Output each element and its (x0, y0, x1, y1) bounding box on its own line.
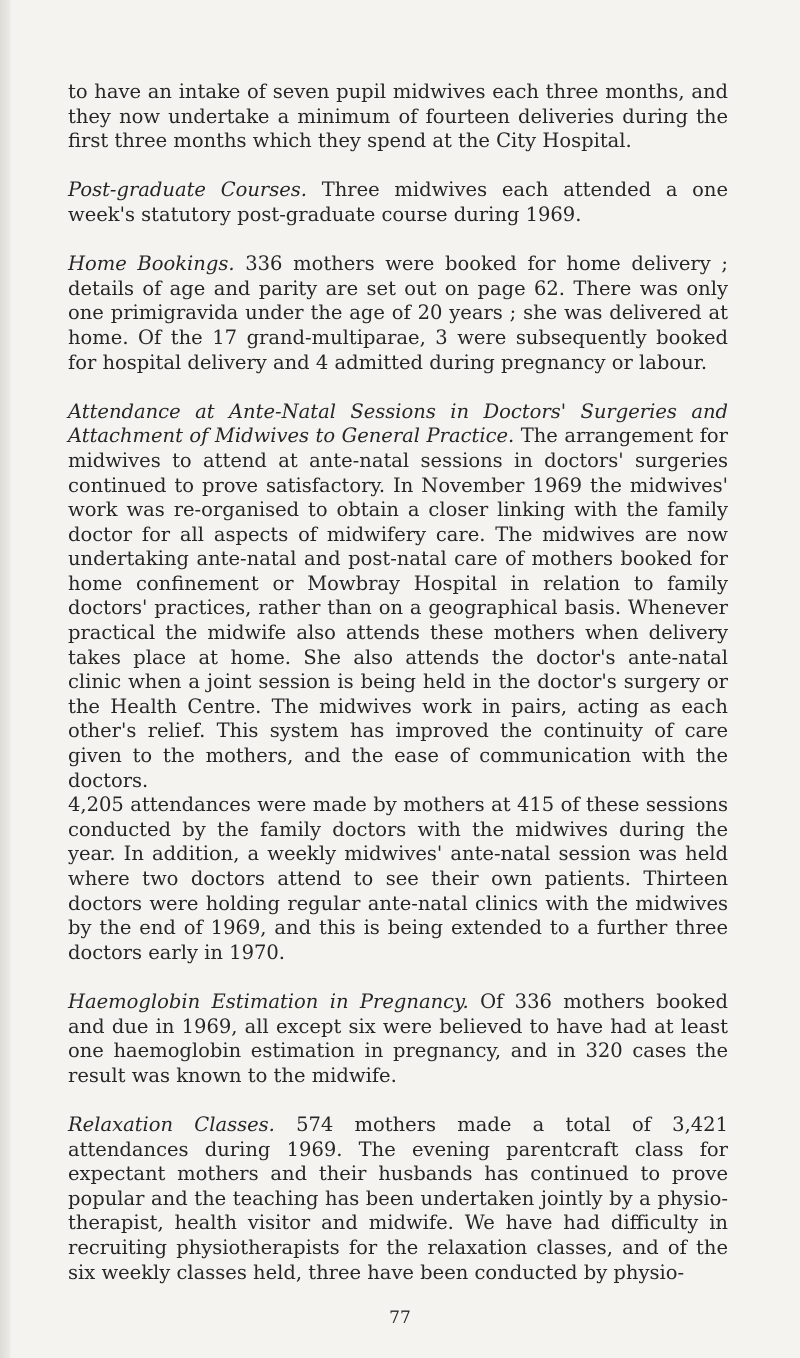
paragraph-text: The arrangement for midwives to attend at ante-natal sessions in doctors' surgeries continued to prove satisfactory. In November 1969 the midwives' work was re-organised to obtain a closer linking with the family doctor for all aspects of midwifery care. The midwives are now undertaking ante-natal and post-natal care of mothers booked for home confinement or Mowbray Hospital in relation to family doctors' practices, rather than on a geographical basis. Whenever practical the midwife also attends these mothers when delivery takes place at home. She also attends the doctor's ante-natal clinic when a joint session is being held in the doctor's surgery or the Health Centre. The midwives work in pairs, acting as each other's relief. This system has improved the continuity of care given to the mothers, and the ease of communication with the doctors. (68, 424, 728, 792)
section-heading: Post-graduate Courses. (68, 178, 307, 202)
paragraph-text: Of 336 mothers booked and due in 1969, all except six were believed to have had at least one haemoglobin estimation in pregnancy, and in 320 cases the result was known to the midwife. (68, 989, 728, 1087)
page-number: 77 (389, 1308, 411, 1328)
body-text (68, 80, 728, 1285)
paragraph-ante-natal-sessions (68, 400, 728, 794)
paragraph-attendances (68, 793, 728, 965)
paragraph-text: 4,205 attendances were made by mothers at 415 of these sessions conducted by the family doctors with the midwives during the year. In addition, a weekly midwives' ante-natal session was held where two doctors attend to see their own patients. Thirteen doctors were holding regular ante-natal clinics with the midwives by the end of 1969, and this is being extended to a further three doctors early in 1970. (68, 793, 728, 964)
paragraph-post-graduate-courses (68, 178, 728, 227)
paragraph-text: to have an intake of seven pupil midwives each three months, and they now undertake a minimum of fourteen deliveries during the first three months which they spend at the City Hospital. (68, 80, 728, 153)
section-heading: Home Bookings. (68, 252, 235, 276)
page-edge-shadow (0, 0, 10, 1358)
paragraph-text: 574 mothers made a total of 3,421 attendances during 1969. The evening parentcraft class for expectant mothers and their husbands has continued to prove popular and the teaching has been undertaken jointly by a physio-therapist, health visitor and midwife. We have had difficulty in recruiting physiotherapists for the relaxation classes, and of the six weekly classes held, three have been conducted by physio- (68, 1112, 728, 1284)
section-heading: Attendance at Ante-Natal Sessions in Doctors' Surgeries and Attachment of Midwives to General Practice. (68, 399, 728, 448)
paragraph-text: Three midwives each attended a one week's statutory post-graduate course during 1969. (68, 178, 729, 226)
paragraph-home-bookings (68, 252, 728, 375)
section-heading: Relaxation Classes. (68, 1112, 275, 1136)
paragraph-haemoglobin (68, 990, 728, 1088)
paragraph-text: 336 mothers were booked for home delivery ; details of age and parity are set out on page 62. There was only one primigravida under the age of 20 years ; she was delivered at home. Of the 17 grand-multiparae, 3 were subsequently booked for hospital delivery and 4 admitted during pregnancy or labour. (68, 252, 728, 374)
paragraph-intake (68, 80, 728, 154)
paragraph-relaxation-classes (68, 1113, 728, 1285)
section-heading: Haemoglobin Estimation in Pregnancy. (68, 989, 469, 1013)
